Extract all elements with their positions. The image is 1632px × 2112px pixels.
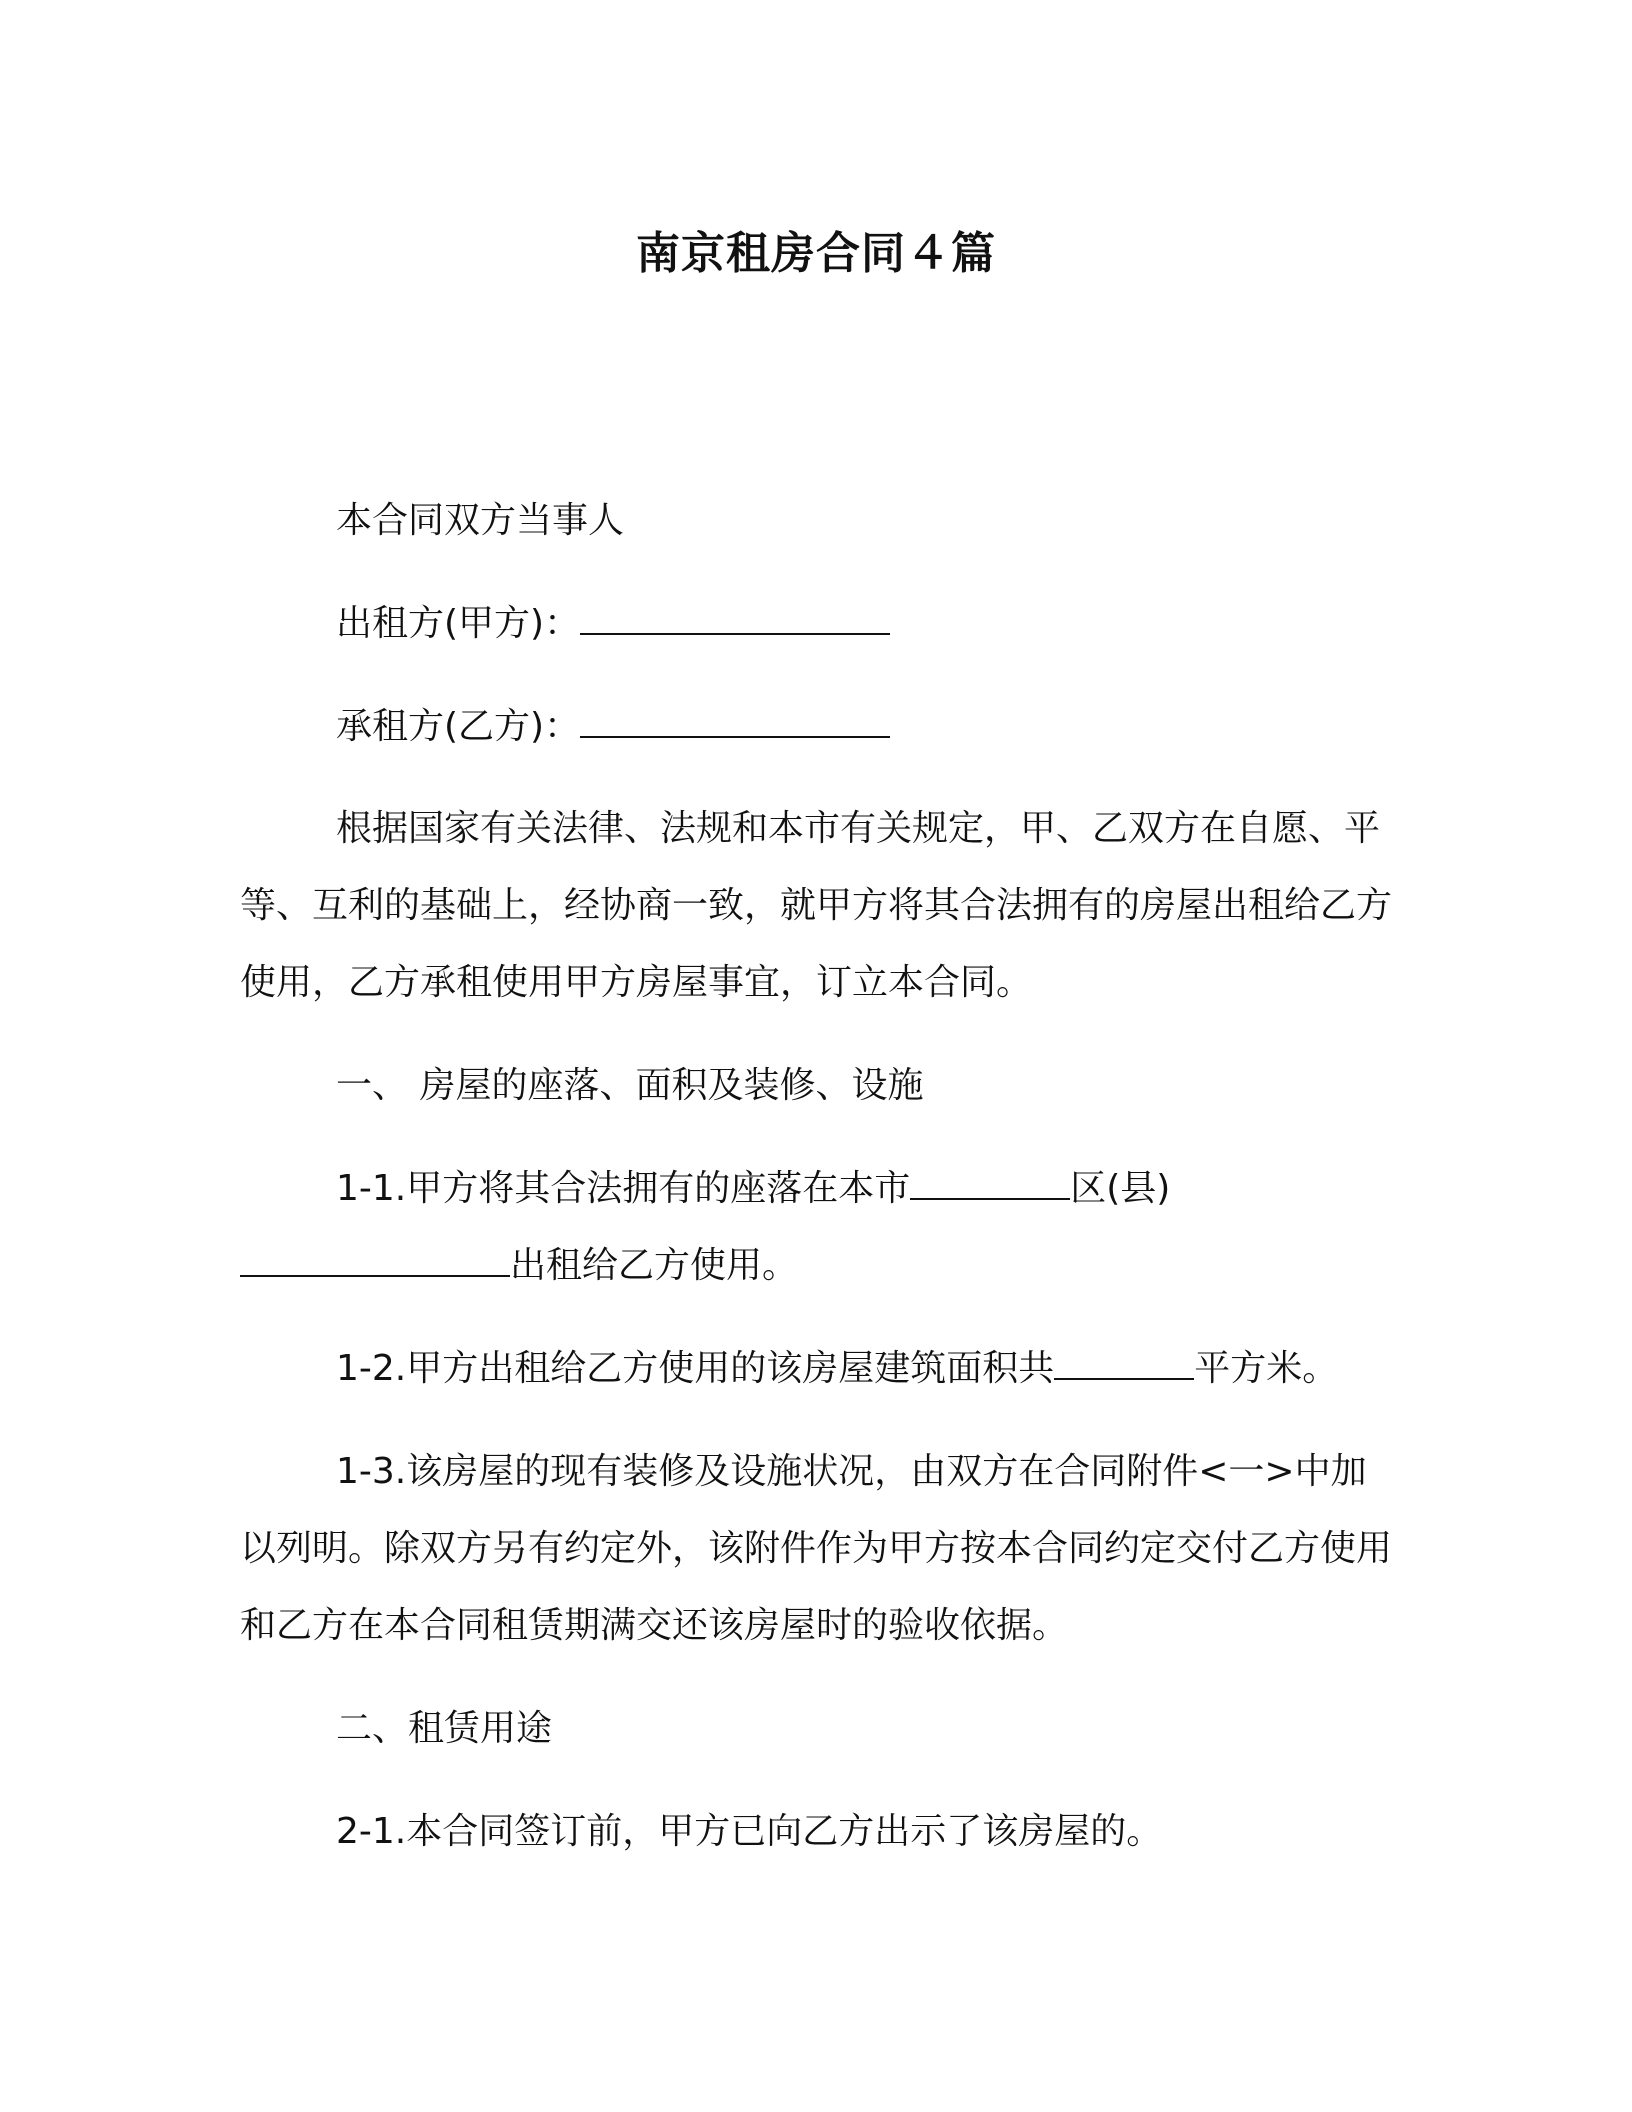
clause-1-1-text-c: 出租给乙方使用。 <box>510 1245 799 1286</box>
clause-2-1: 2-1.本合同签订前，甲方已向乙方出示了该房屋的。 <box>336 1811 1163 1852</box>
lessee-line <box>240 688 1400 765</box>
lessor-label: 出租方(甲方)： <box>336 603 581 644</box>
section1-heading: 一、 房屋的座落、面积及装修、设施 <box>336 1065 924 1106</box>
lessor-line <box>240 585 1400 662</box>
clause-1-1-text-a: 1-1.甲方将其合法拥有的座落在本市 <box>336 1168 911 1209</box>
parties-heading: 本合同双方当事人 <box>336 500 625 541</box>
document-title: 南京租房合同４篇 <box>636 228 996 279</box>
section2-heading: 二、租赁用途 <box>336 1708 553 1749</box>
clause-1-1 <box>240 1150 1400 1304</box>
area-blank <box>1054 1348 1194 1380</box>
preamble-paragraph: 根据国家有关法律、法规和本市有关规定，甲、乙双方在自愿、平等、互利的基础上，经协商一致，就甲方将其合法拥有的房屋出租给乙方使用，乙方承租使用甲方房屋事宜，订立本合同。 <box>240 808 1393 1003</box>
clause-1-2 <box>240 1330 1400 1407</box>
lessee-label: 承租方(乙方)： <box>336 706 581 747</box>
clause-1-2-text-a: 1-2.甲方出租给乙方使用的该房屋建筑面积共 <box>336 1348 1055 1389</box>
clause-1-2-text-b: 平方米。 <box>1194 1348 1339 1389</box>
lessee-blank <box>580 706 890 738</box>
county-blank <box>240 1245 510 1277</box>
clause-1-3: 1-3.该房屋的现有装修及设施状况，由双方在合同附件<一>中加以列明。除双方另有约定外，该附件作为甲方按本合同约定交付乙方使用和乙方在本合同租赁期满交还该房屋时的验收依据。 <box>240 1451 1393 1646</box>
clause-1-1-text-b: 区(县) <box>1070 1168 1171 1209</box>
district-blank <box>910 1168 1070 1200</box>
lessor-blank <box>580 603 890 635</box>
